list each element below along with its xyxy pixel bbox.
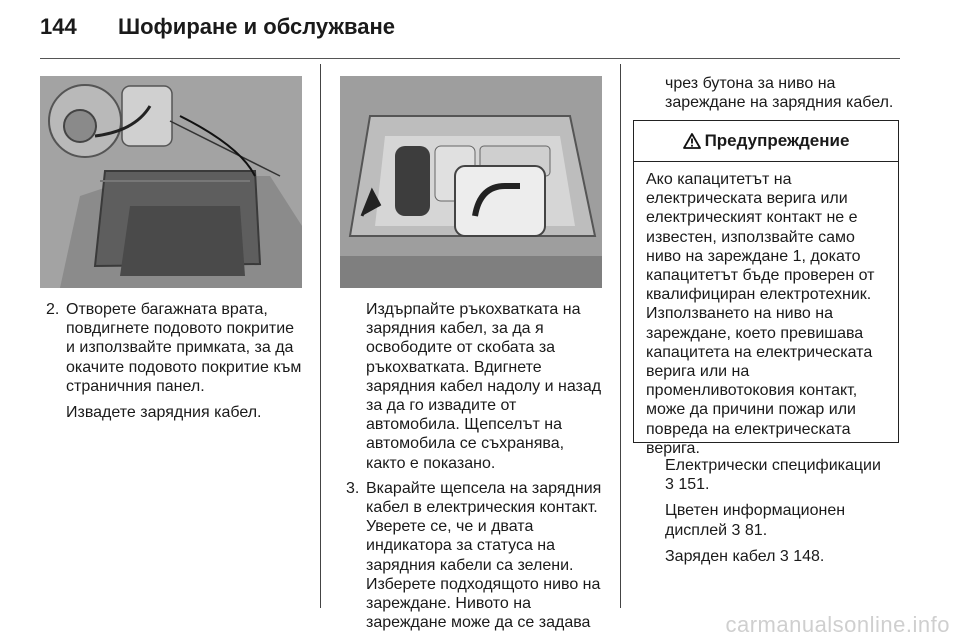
text-line: както е показано. — [366, 454, 496, 472]
step-2 — [40, 300, 315, 422]
text-line: зареждане. Нивото на — [366, 595, 531, 613]
warning-title: Предупреждение — [704, 131, 850, 150]
text-line: зареждане на зарядния кабел. — [665, 94, 894, 112]
text-line: 3 151. — [665, 476, 710, 494]
text-line: зарядния кабел надолу и назад — [366, 377, 602, 395]
step-3-number: 3. — [346, 479, 360, 497]
text-line: капацитета на електрическата — [646, 343, 873, 361]
text-line: автомобила се съхранява, — [366, 435, 565, 453]
warning-header — [634, 121, 898, 162]
charging-cable-illustration — [340, 76, 602, 288]
handle-release-paragraph — [366, 300, 615, 473]
text-line: Електрически спецификации — [665, 457, 881, 474]
cross-references — [665, 456, 900, 566]
text-line: окачите подовото покритие към — [66, 358, 302, 376]
text-line: ръкохватката. Вдигнете — [366, 358, 542, 376]
column-divider-2 — [620, 64, 621, 608]
text-line: зарядния кабели са зелени. — [366, 556, 574, 574]
page-number: 144 — [40, 14, 77, 39]
text-line: Издърпайте ръкохватката на — [366, 301, 581, 318]
text-line: и използвайте примката, за да — [66, 339, 294, 357]
text-line: Уверете се, че и двата — [366, 518, 534, 536]
text-line: индикатора за статуса на — [366, 537, 556, 555]
watermark: carmanualsonline.info — [725, 612, 950, 637]
text-line: освободите от скобата за — [366, 339, 556, 357]
text-line: Вкарайте щепсела на зарядния — [366, 479, 602, 497]
page-title: Шофиране и обслужване — [118, 14, 396, 39]
text-line: променливотоковия контакт, — [646, 382, 858, 400]
text-line: известен, използвайте само — [646, 228, 855, 246]
text-line: повреда на електрическата — [646, 420, 851, 438]
text-line: повдигнете подовото покритие — [66, 320, 295, 338]
text-line: електрическият контакт не е — [646, 209, 858, 227]
step-2-number: 2. — [46, 301, 60, 318]
step-3 — [340, 479, 615, 633]
text-line: страничния панел. — [66, 377, 205, 395]
text-line: Заряден кабел 3 148. — [665, 547, 825, 565]
step-2-text — [66, 300, 315, 422]
text-line: Ако капацитетът на — [646, 171, 792, 188]
text-line: за да го извадите от — [366, 397, 517, 415]
text-line: Изберете подходящото ниво на — [366, 575, 601, 593]
header-rule — [40, 58, 900, 59]
text-line: зареждане може да се задава — [366, 614, 591, 632]
text-line: зареждане, което превишава — [646, 324, 864, 342]
text-line: капацитетът бъде проверен от — [646, 267, 875, 285]
warning-box — [633, 120, 899, 457]
text-line: Използването на ниво на — [646, 305, 833, 323]
text-line: кабел в електрическия контакт. — [366, 499, 598, 517]
trunk-floor-cover-illustration — [40, 76, 302, 288]
text-line: верига или на — [646, 363, 750, 381]
text-line: ниво на зареждане 1, докато — [646, 247, 861, 265]
text-line: електрическата верига или — [646, 190, 848, 208]
text-line: Цветен информационен — [665, 502, 846, 520]
text-line: зарядния кабел, за да я — [366, 320, 544, 338]
step-3-text — [366, 479, 615, 633]
text-line: чрез бутона за ниво на — [665, 75, 836, 92]
column-2-text — [340, 300, 615, 632]
charging-cable-storage-figure — [340, 76, 602, 288]
reference-color-display[interactable] — [665, 501, 900, 539]
text-line: Отворете багажната врата, — [66, 301, 268, 318]
reference-electrical-specs[interactable] — [665, 456, 900, 494]
warning-triangle-icon — [683, 133, 701, 149]
text-line: верига. — [646, 439, 700, 457]
step-2-extra: Извадете зарядния кабел. — [66, 404, 262, 422]
column-divider-1 — [320, 64, 321, 608]
text-line: квалифициран електротехник. — [646, 286, 872, 304]
column-3-continuation — [665, 74, 900, 112]
text-line: автомобила. Щепселът на — [366, 416, 562, 434]
text-line: може да причини пожар или — [646, 401, 856, 419]
trunk-floor-cover-figure — [40, 76, 302, 288]
text-line: дисплей 3 81. — [665, 521, 768, 539]
warning-body — [634, 162, 898, 458]
reference-charging-cable[interactable] — [665, 547, 900, 566]
